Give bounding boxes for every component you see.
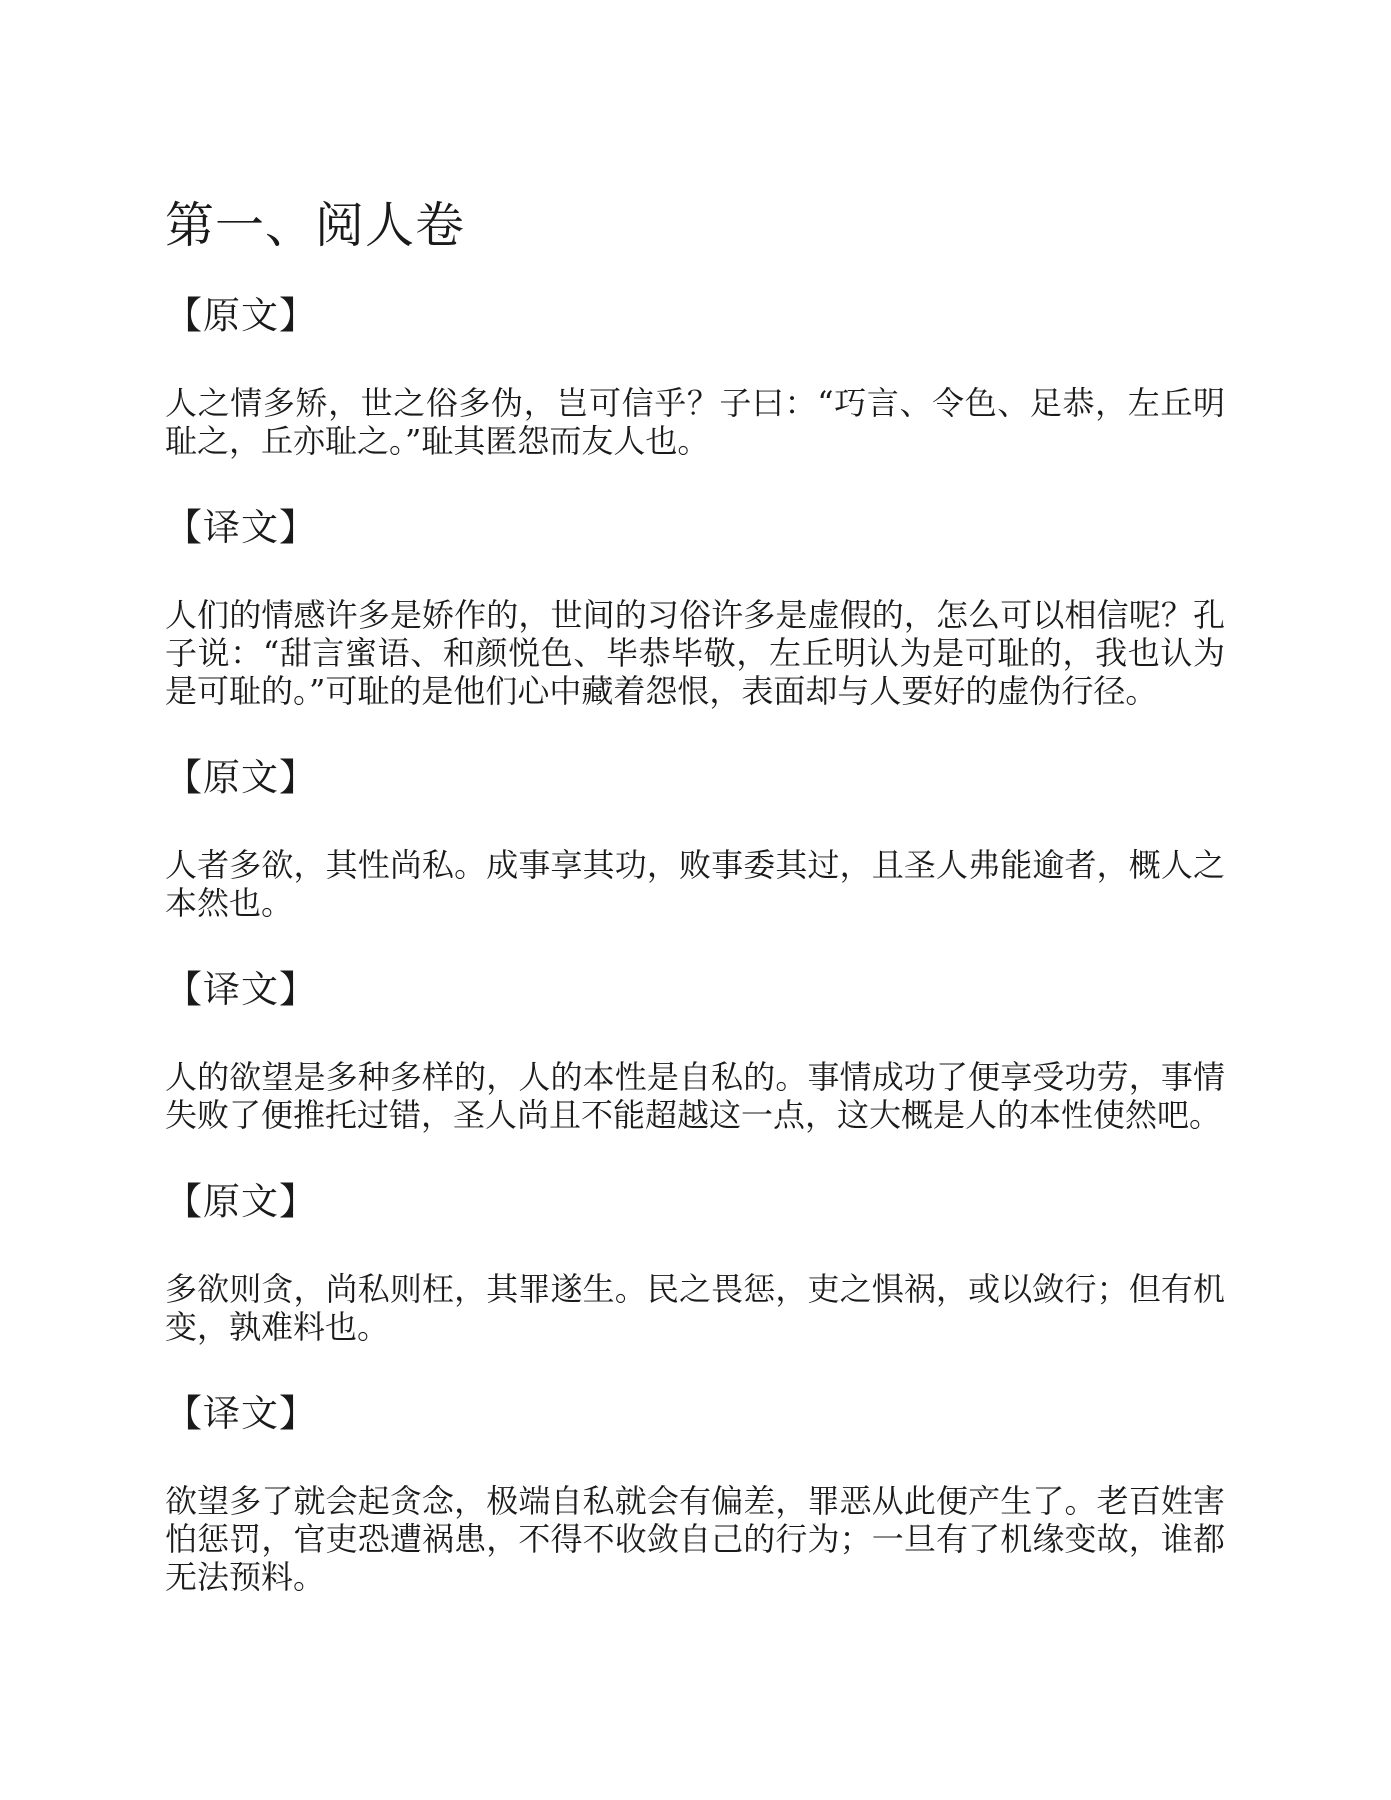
section-label: 【原文】 [165,294,317,337]
section-text: 人者多欲，其性尚私。成事享其功，败事委其过，且圣人弗能逾者，概人之本然也。 [165,846,1225,922]
section-label: 【原文】 [165,756,317,799]
section-label: 【原文】 [165,1180,317,1223]
document-page [165,196,1225,1642]
section-text: 人的欲望是多种多样的，人的本性是自私的。事情成功了便享受功劳，事情失败了便推托过错，圣人尚且不能超越这一点，这大概是人的本性使然吧。 [165,1058,1225,1134]
section-text: 多欲则贪，尚私则枉，其罪遂生。民之畏惩，吏之惧祸，或以敛行；但有机变，孰难料也。 [165,1270,1225,1346]
section-text: 人们的情感许多是娇作的，世间的习俗许多是虚假的，怎么可以相信呢？孔子说：“甜言蜜语、和颜悦色、毕恭毕敬，左丘明认为是可耻的，我也认为是可耻的。”可耻的是他们心中藏着怨恨，表面却与人要好的虚伪行径。 [165,596,1225,710]
section-text: 人之情多矫，世之俗多伪，岂可信乎？子曰：“巧言、令色、足恭，左丘明耻之，丘亦耻之。”耻其匿怨而友人也。 [165,384,1225,460]
chapter-title: 第一、阅人卷 [165,197,466,254]
section-translation-3 [165,1392,1225,1596]
section-original-1 [165,294,1225,460]
section-translation-2 [165,968,1225,1134]
section-original-3 [165,1180,1225,1346]
section-text: 欲望多了就会起贪念，极端自私就会有偏差，罪恶从此便产生了。老百姓害怕惩罚，官吏恐遭祸患，不得不收敛自己的行为；一旦有了机缘变故，谁都无法预料。 [165,1482,1225,1596]
section-original-2 [165,756,1225,922]
section-label: 【译文】 [165,1392,317,1435]
section-translation-1 [165,506,1225,710]
section-label: 【译文】 [165,968,317,1011]
section-label: 【译文】 [165,506,317,549]
